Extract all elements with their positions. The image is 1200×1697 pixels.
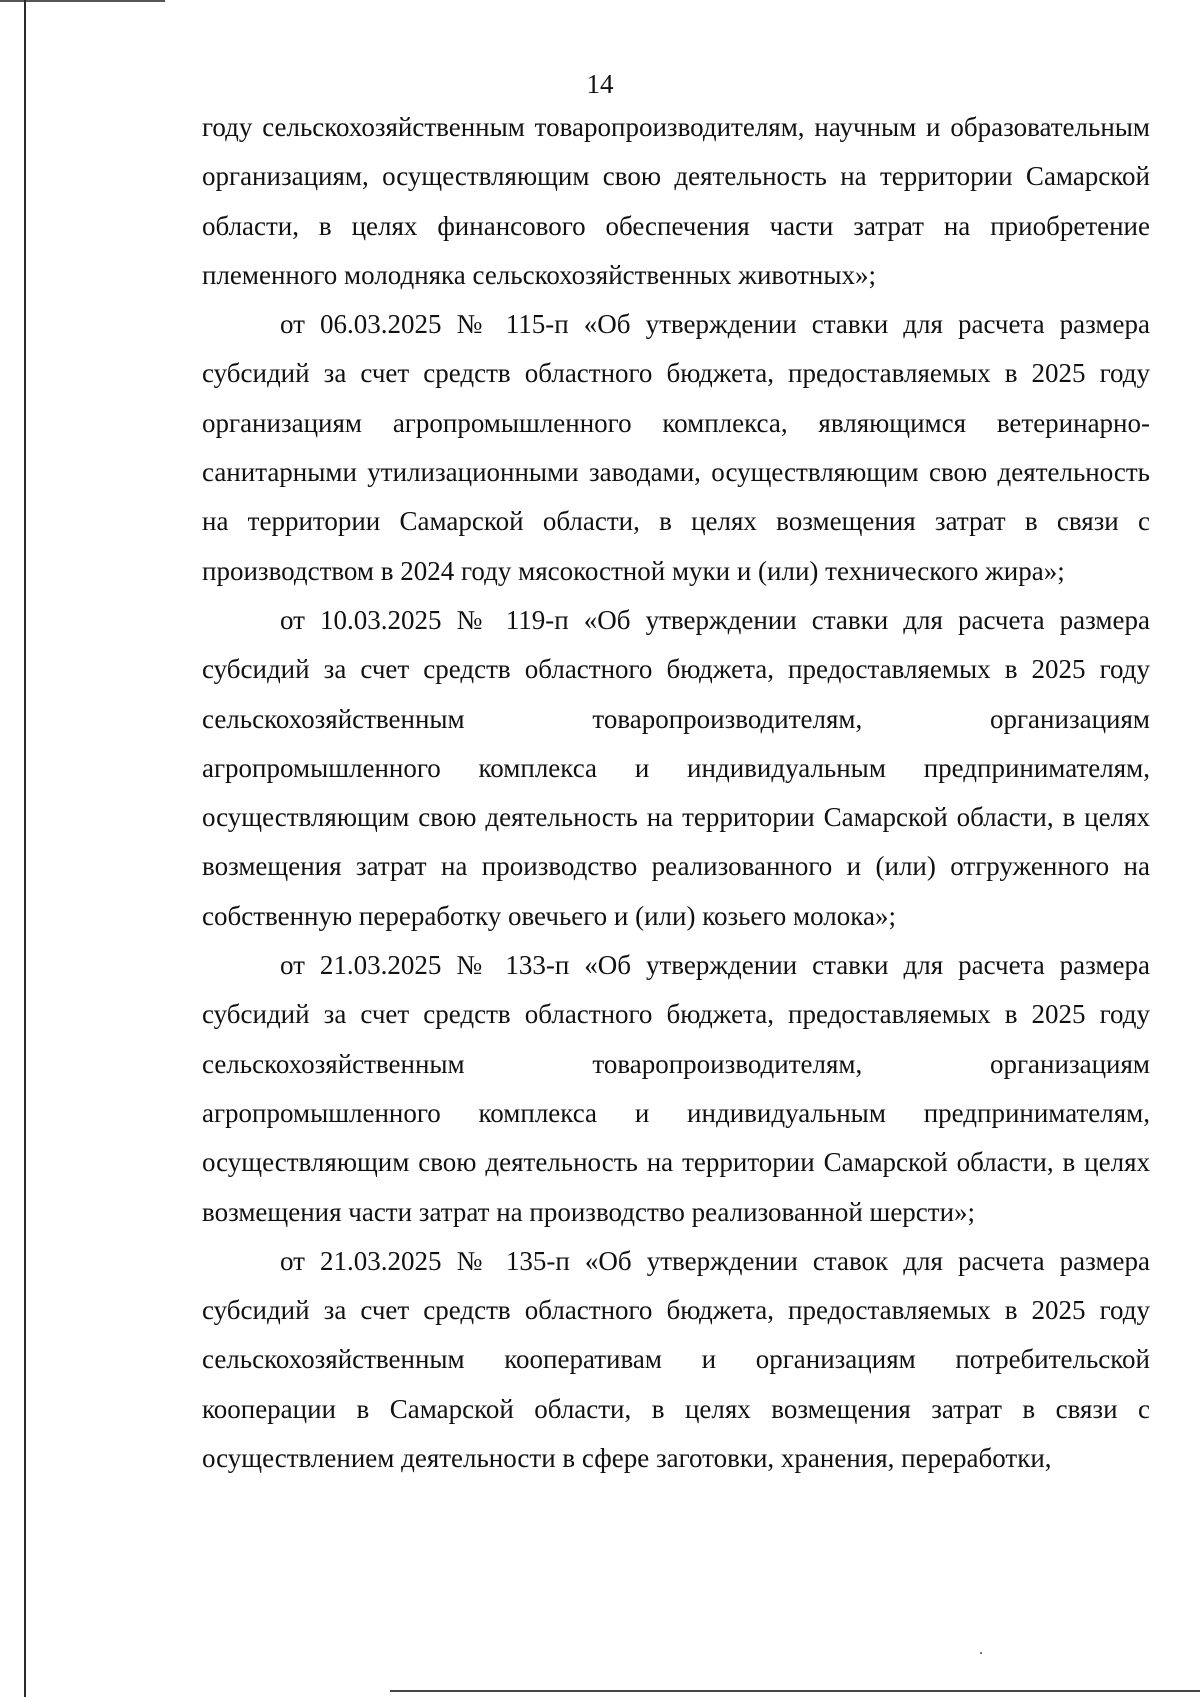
scan-speck <box>980 1652 982 1654</box>
scan-edge-bottom <box>390 1690 1200 1692</box>
paragraph-resolution-133: от 21.03.2025 № 133-п «Об утверждении ставки для расчета размера субсидий за счет средств областного бюджета, предоставляемых в 2025 году сельскохозяйственным товаропроизводителям, организациям агропромышленного комплекса и индивидуальным предпринимателям, осуществляющим свою деятельность на территории Самарской области, в целях возмещения части затрат на производство реализованной шерсти»; <box>202 950 1150 1227</box>
paragraph-resolution-115: от 06.03.2025 № 115-п «Об утверждении ставки для расчета размера субсидий за счет средств областного бюджета, предоставляемых в 2025 году организациям агропромышленного комплекса, являющимся ветеринарно-санитарными утилизационными заводами, осуществляющим свою деятельность на территории Самарской области, в целях возмещения затрат в связи с производством в 2024 году мясокостной муки и (или) технического жира»; <box>202 309 1150 586</box>
page-number: 14 <box>586 69 614 99</box>
paragraph-continuation: году сельскохозяйственным товаропроизводителям, научным и образовательным организациям, осуществляющим свою деятельность на территории Самарской области, в целях финансового обеспечения части затрат на приобретение племенного молодняка сельскохозяйственных животных»; <box>202 112 1150 290</box>
document-body <box>202 103 1150 1483</box>
paragraph-resolution-119: от 10.03.2025 № 119-п «Об утверждении ставки для расчета размера субсидий за счет средств областного бюджета, предоставляемых в 2025 году сельскохозяйственным товаропроизводителям, организациям агропромышленного комплекса и индивидуальным предпринимателям, осуществляющим свою деятельность на территории Самарской области, в целях возмещения затрат на производство реализованного и (или) отгруженного на собственную переработку овечьего и (или) козьего молока»; <box>202 604 1150 931</box>
scan-edge-left <box>24 0 26 1697</box>
paragraph-resolution-135: от 21.03.2025 № 135-п «Об утверждении ставок для расчета размера субсидий за счет средств областного бюджета, предоставляемых в 2025 году сельскохозяйственным кооперативам и организациям потребительской кооперации в Самарской области, в целях возмещения затрат в связи с осуществлением деятельности в сфере заготовки, хранения, переработки, <box>202 1245 1150 1474</box>
